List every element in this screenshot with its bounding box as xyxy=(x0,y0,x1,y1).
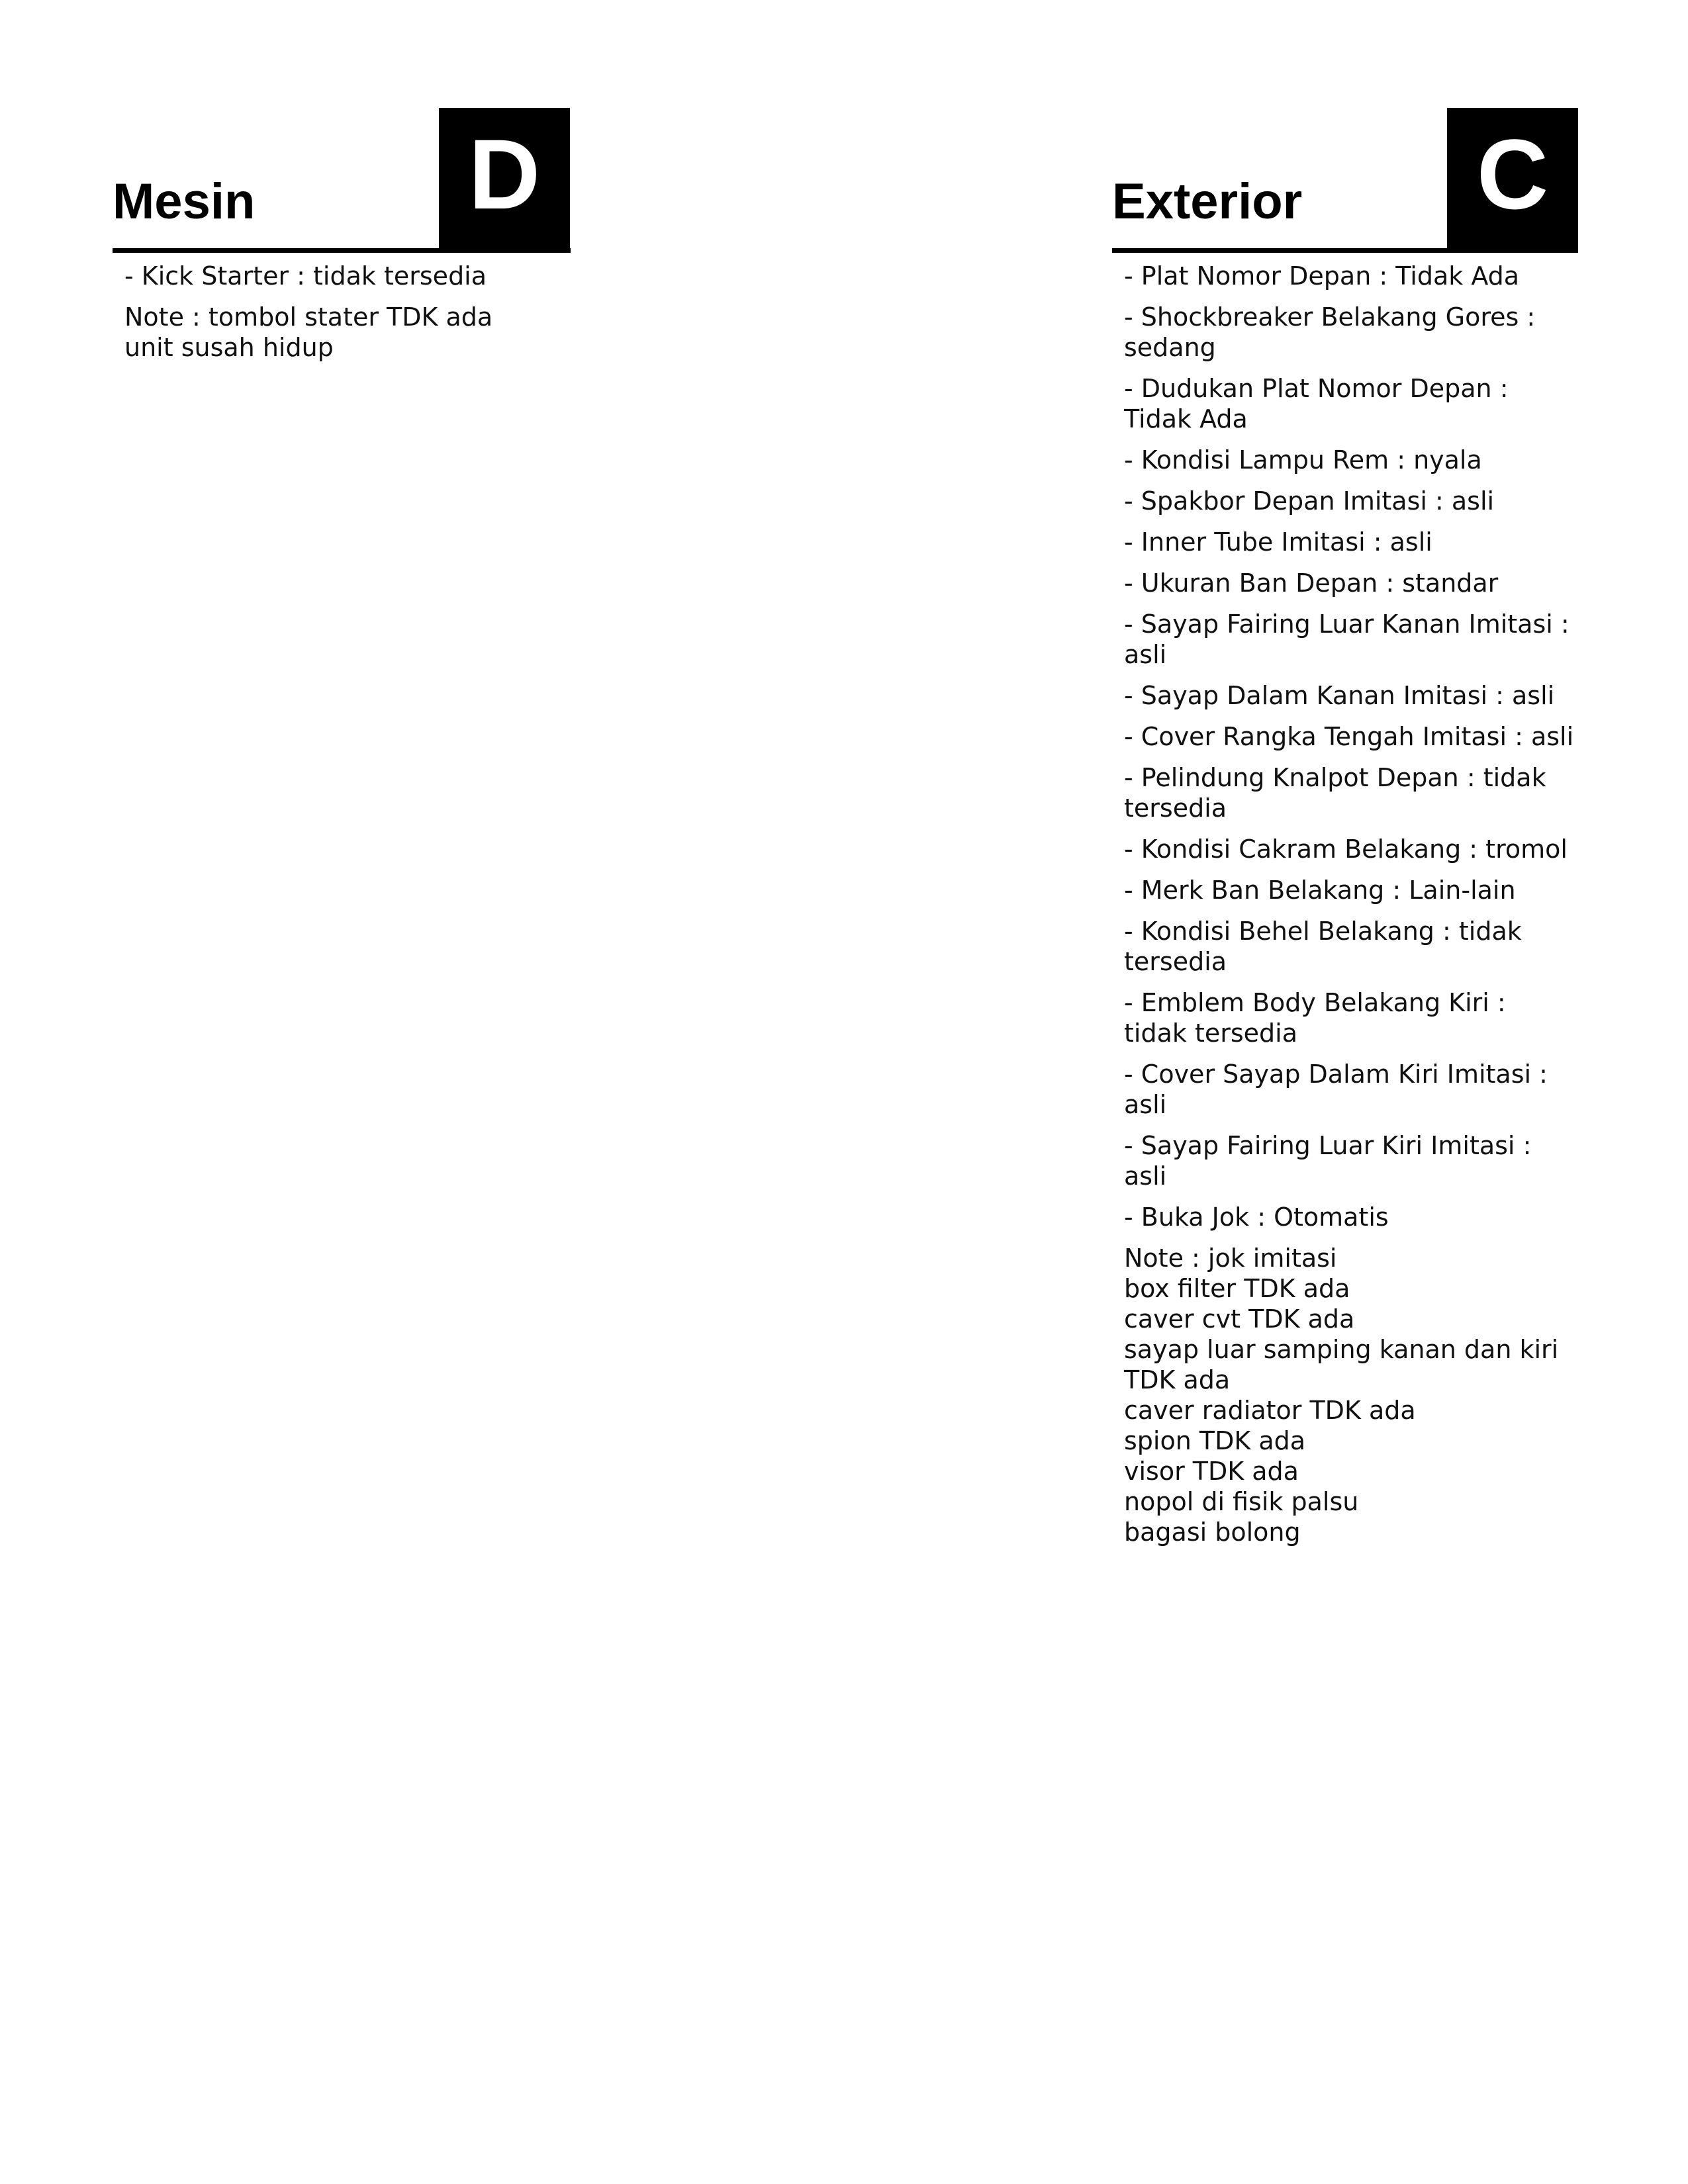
exterior-item: - Sayap Fairing Luar Kanan Imitasi : asli xyxy=(1124,610,1570,669)
exterior-item: - Inner Tube Imitasi : asli xyxy=(1124,527,1432,557)
mesin-grade-badge: D xyxy=(439,108,570,248)
exterior-item: - Plat Nomor Depan : Tidak Ada xyxy=(1124,261,1520,291)
exterior-item: - Shockbreaker Belakang Gores : sedang xyxy=(1124,302,1536,362)
mesin-header xyxy=(113,108,571,253)
mesin-item-list xyxy=(124,253,575,373)
exterior-item: - Cover Sayap Dalam Kiri Imitasi : asli xyxy=(1124,1060,1548,1119)
mesin-section xyxy=(113,108,571,362)
exterior-item: - Sayap Dalam Kanan Imitasi : asli xyxy=(1124,681,1555,710)
exterior-item: - Dudukan Plat Nomor Depan : Tidak Ada xyxy=(1124,374,1509,433)
exterior-item: - Pelindung Knalpot Depan : tidak tersedia xyxy=(1124,763,1546,823)
mesin-item: - Kick Starter : tidak tersedia xyxy=(124,261,487,291)
exterior-note: Note : jok imitasi box filter TDK ada caver cvt TDK ada sayap luar samping kanan dan kiri TDK ada caver radiator TDK ada spion TDK ada visor TDK ada nopol di fisik palsu bagasi bolong xyxy=(1124,1244,1559,1547)
exterior-grade-badge: C xyxy=(1447,108,1578,248)
exterior-item: - Sayap Fairing Luar Kiri Imitasi : asli xyxy=(1124,1131,1532,1191)
exterior-item-list xyxy=(1124,253,1574,1558)
exterior-item: - Merk Ban Belakang : Lain-lain xyxy=(1124,876,1516,905)
exterior-item: - Kondisi Behel Belakang : tidak tersedia xyxy=(1124,917,1522,976)
exterior-item: - Kondisi Cakram Belakang : tromol xyxy=(1124,835,1568,864)
exterior-item: - Ukuran Ban Depan : standar xyxy=(1124,569,1499,598)
exterior-title: Exterior xyxy=(1112,173,1303,230)
exterior-item: - Kondisi Lampu Rem : nyala xyxy=(1124,445,1482,475)
mesin-note: Note : tombol stater TDK ada unit susah hidup xyxy=(124,302,493,362)
exterior-item: - Spakbor Depan Imitasi : asli xyxy=(1124,486,1495,516)
mesin-title: Mesin xyxy=(113,173,256,230)
exterior-item: - Cover Rangka Tengah Imitasi : asli xyxy=(1124,722,1574,751)
exterior-header xyxy=(1112,108,1578,253)
exterior-item: - Emblem Body Belakang Kiri : tidak tersedia xyxy=(1124,988,1506,1048)
exterior-item: - Buka Jok : Otomatis xyxy=(1124,1203,1389,1232)
exterior-section xyxy=(1112,108,1578,1547)
